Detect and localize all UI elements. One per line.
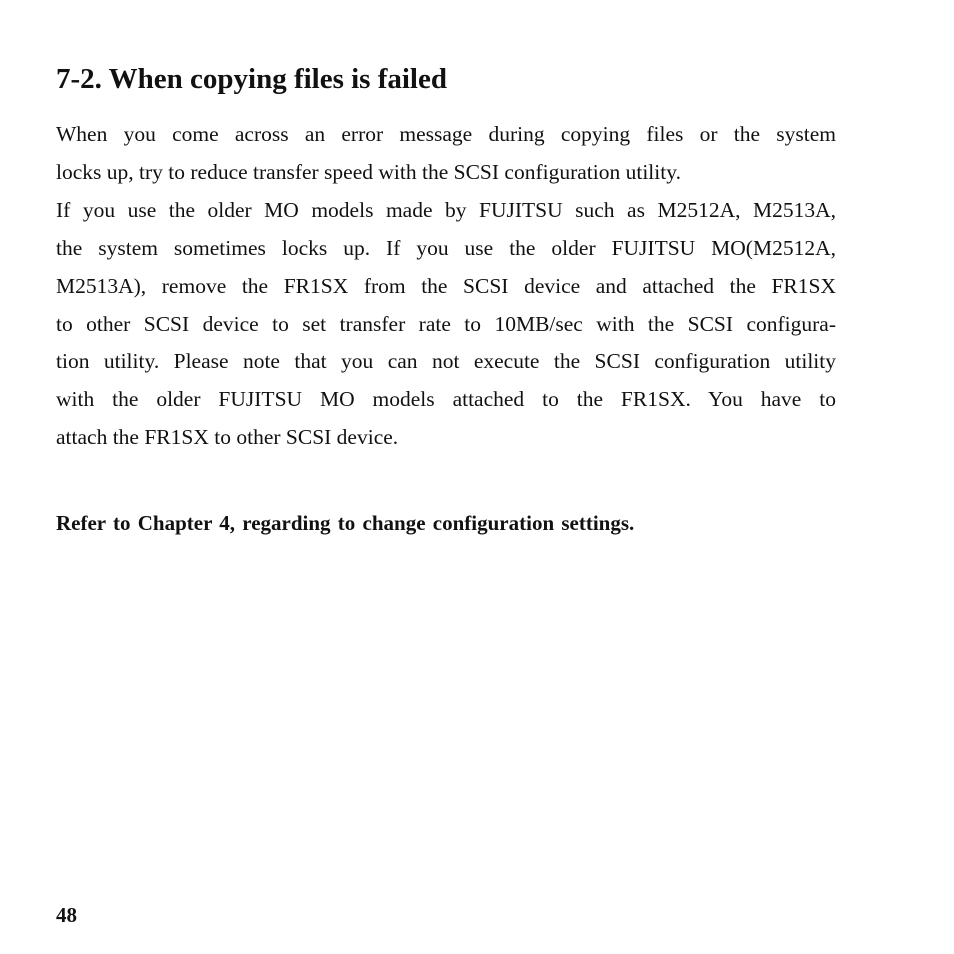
body-line: When you come across an error message during copying files or the system [56, 122, 836, 146]
body-paragraph [56, 116, 836, 457]
reference-note: Refer to Chapter 4, regarding to change configuration settings. [56, 511, 635, 535]
section-heading: 7-2. When copying files is failed [56, 63, 447, 95]
body-line: tion utility. Please note that you can not execute the SCSI configuration utility [56, 349, 836, 374]
body-line: If you use the older MO models made by FUJITSU such as M2512A, M2513A, [56, 197, 836, 222]
body-line: to other SCSI device to set transfer rate to 10MB/sec with the SCSI configura- [56, 311, 836, 336]
body-line: the system sometimes locks up. If you use the older FUJITSU MO(M2512A, [56, 235, 836, 260]
body-line: attach the FR1SX to other SCSI device. [56, 425, 399, 450]
body-line: M2513A), remove the FR1SX from the SCSI device and attached the FR1SX [56, 273, 836, 298]
body-line: locks up, try to reduce transfer speed with the SCSI configuration utility. [56, 159, 681, 184]
body-line: with the older FUJITSU MO models attached to the FR1SX. You have to [56, 387, 836, 412]
page-number: 48 [56, 903, 77, 927]
